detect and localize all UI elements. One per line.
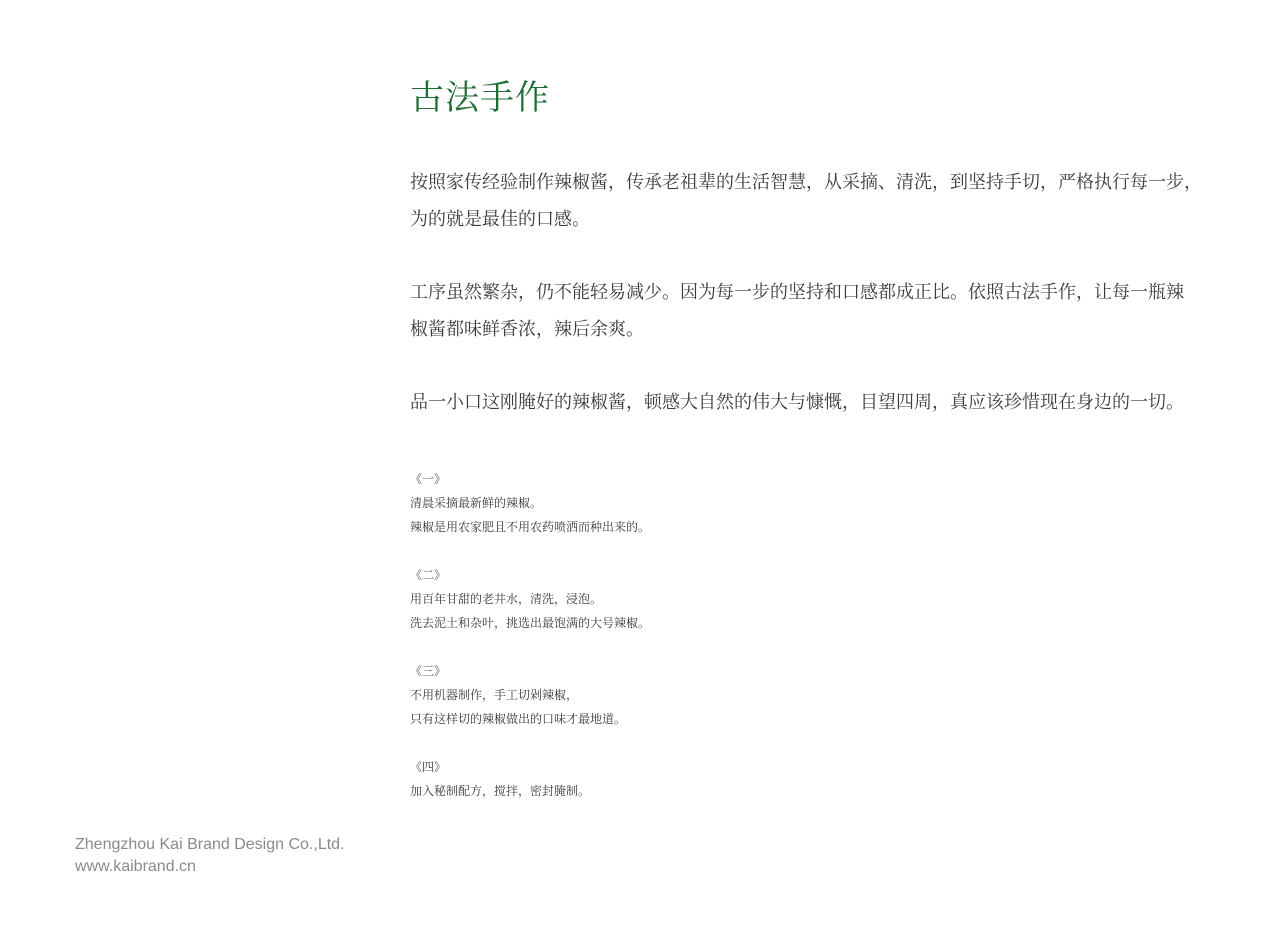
step-line: 清晨采摘最新鲜的辣椒。: [410, 496, 543, 510]
paragraph: 工序虽然繁杂，仍不能轻易减少。因为每一步的坚持和口感都成正比。依照古法手作，让每一瓶辣 椒酱都味鲜香浓，辣后余爽。: [410, 282, 1184, 340]
paragraph: 按照家传经验制作辣椒酱，传承老祖辈的生活智慧，从采摘、清洗，到坚持手切，严格执行每一步， 为的就是最佳的口感。: [410, 172, 1202, 230]
paragraph: 品一小口这刚腌好的辣椒酱，顿感大自然的伟大与慷慨，目望四周，真应该珍惜现在身边的一切。: [410, 392, 1184, 413]
intro-paragraphs: [410, 164, 1210, 421]
step-line: 不用机器制作，手工切剁辣椒，: [410, 688, 579, 702]
footer: [75, 834, 345, 878]
step-heading: 《四》: [410, 760, 447, 774]
step-line: 用百年甘甜的老井水，清洗，浸泡。: [410, 592, 603, 606]
page-title: 古法手作: [410, 78, 550, 118]
process-steps: [410, 467, 1210, 803]
step-heading: 《一》: [410, 472, 447, 486]
step-one: [410, 467, 1210, 539]
step-line: 加入秘制配方，搅拌，密封腌制。: [410, 784, 591, 798]
step-heading: 《三》: [410, 664, 447, 678]
step-line: 辣椒是用农家肥且不用农药喷洒而种出来的。: [410, 520, 651, 534]
step-three: [410, 659, 1210, 731]
company-name: Zhengzhou Kai Brand Design Co.,Ltd.: [75, 836, 345, 853]
step-line: 洗去泥土和杂叶，挑选出最饱满的大号辣椒。: [410, 616, 651, 630]
website-link[interactable]: www.kaibrand.cn: [75, 858, 196, 875]
step-line: 只有这样切的辣椒做出的口味才最地道。: [410, 712, 627, 726]
main-content: [410, 76, 1210, 827]
step-four: [410, 755, 1210, 803]
step-two: [410, 563, 1210, 635]
step-heading: 《二》: [410, 568, 447, 582]
